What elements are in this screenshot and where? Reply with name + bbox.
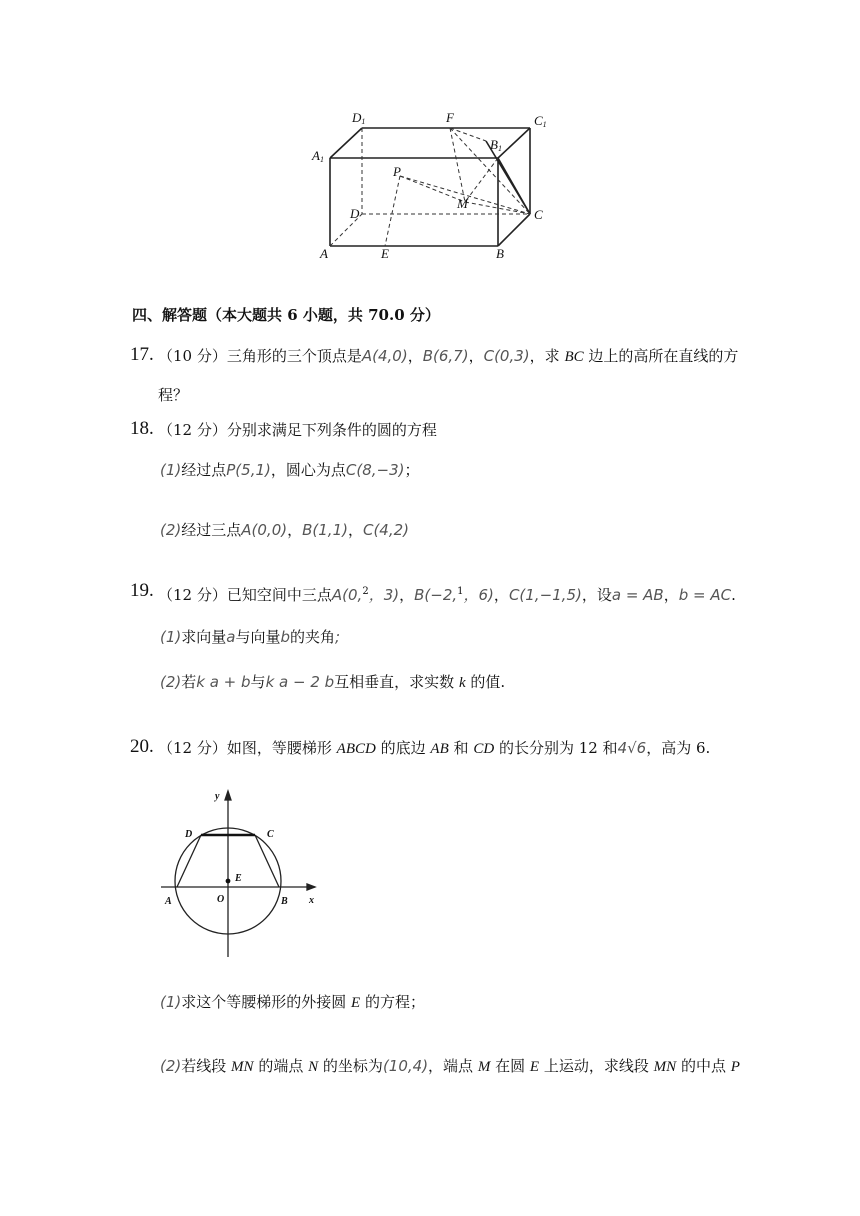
q20-line1: （12 分）如图，等腰梯形 ABCD 的底边 AB 和 CD 的长分别为 12 和4√6，高为 6. bbox=[158, 739, 711, 757]
q19-part1: (1)求向量a与向量b的夹角; bbox=[160, 628, 341, 646]
label-c: C bbox=[534, 207, 543, 222]
prism-figure bbox=[300, 108, 570, 268]
q20-number: 20. bbox=[130, 736, 154, 757]
label-c1: C1 bbox=[534, 113, 547, 129]
label-e: E bbox=[381, 246, 389, 261]
label-b: B bbox=[496, 246, 504, 261]
label-d1: D1 bbox=[352, 110, 366, 126]
q18-line1: （12 分）分别求满足下列条件的圆的方程 bbox=[158, 421, 437, 439]
label-d: D bbox=[350, 206, 360, 221]
fig2-label-e: E bbox=[235, 873, 242, 884]
label-m: M bbox=[457, 196, 468, 211]
fig2-label-a: A bbox=[165, 896, 172, 907]
fig2-label-x: x bbox=[309, 895, 314, 906]
label-p: P bbox=[393, 164, 401, 179]
section-title: 四、解答题（本大题共 6 小题，共 70.0 分） bbox=[132, 306, 440, 324]
fig2-label-o: O bbox=[217, 894, 225, 905]
label-b1: B1 bbox=[490, 137, 502, 153]
fig2-label-b: B bbox=[281, 896, 288, 907]
q20-part2: (2)若线段 MN 的端点 N 的坐标为(10,4)，端点 M 在圆 E 上运动，求线段 MN 的中点 P bbox=[160, 1057, 740, 1075]
q19-part2: (2)若k a + b与k a − 2 b互相垂直，求实数 k 的值. bbox=[160, 673, 506, 691]
label-a: A bbox=[320, 246, 328, 261]
q18-part2: (2)经过三点A(0,0)，B(1,1)，C(4,2) bbox=[160, 521, 410, 539]
q17-line1: （10 分）三角形的三个顶点是A(4,0)，B(6,7)，C(0,3)，求 BC 边上的高所在直线的方 bbox=[158, 347, 739, 365]
label-f: F bbox=[446, 110, 454, 125]
q18-part1: (1)经过点P(5,1)，圆心为点C(8,−3)； bbox=[160, 461, 420, 479]
q17-line2: 程？ bbox=[158, 386, 189, 404]
q19-number: 19. bbox=[130, 580, 154, 601]
q17-number: 17. bbox=[130, 344, 154, 365]
label-a1: A1 bbox=[312, 148, 324, 164]
trapezoid-circle-figure bbox=[155, 785, 330, 960]
fig2-label-y: y bbox=[215, 791, 220, 802]
q20-part1: (1)求这个等腰梯形的外接圆 E 的方程； bbox=[160, 993, 426, 1011]
fig2-label-c: C bbox=[267, 829, 274, 840]
q18-number: 18. bbox=[130, 418, 154, 439]
q19-line1: （12 分）已知空间中三点A(0,$^2$，3)，B(−2,$^1$，6)，C(1,−1,5)，设a = AB，b = AC. bbox=[158, 586, 736, 604]
fig2-label-d: D bbox=[185, 829, 193, 840]
